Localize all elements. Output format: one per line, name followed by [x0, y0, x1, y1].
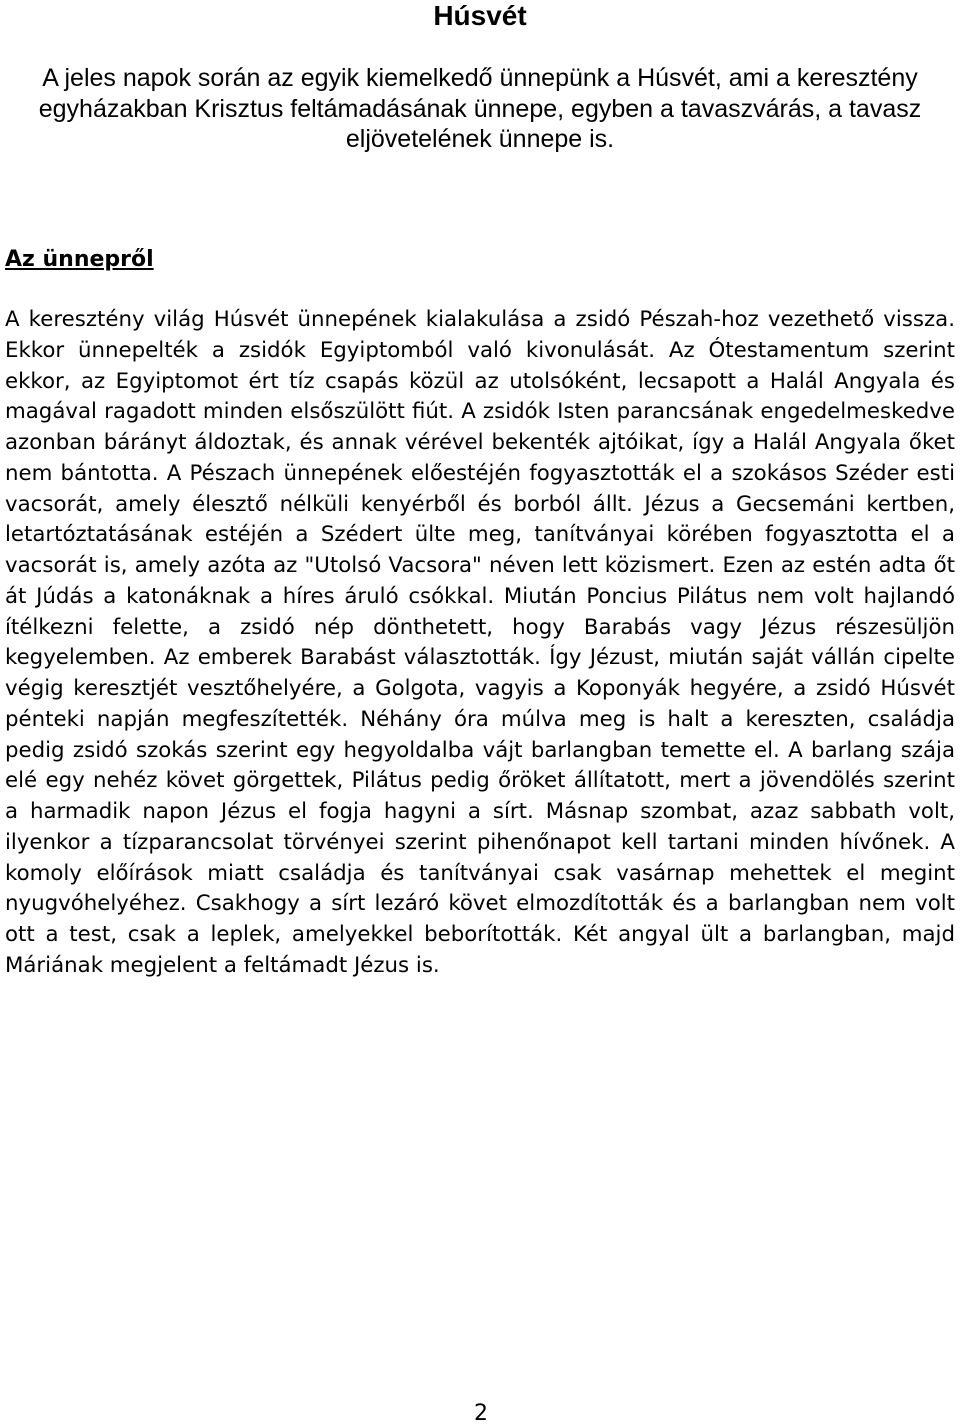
page-title: Húsvét [433, 0, 527, 31]
section-heading: Az ünnepről [5, 247, 154, 272]
body-paragraph: A keresztény világ Húsvét ünnepének kialakulása a zsidó Pészah-hoz vezethető vissza. Ekkor ünnepelték a zsidók Egyiptomból való kivonulását. Az Ótestamentum szerint ekkor, az Egyiptomot ért tíz csapás közül az utolsóként, lecsapott a Halál Angyala és magával ragadott minden elsőszülött fiút. A zsidók Isten parancsának engedelmeskedve azonban bárányt áldoztak, és annak vérével bekenték ajtóikat, így a Halál Angyala őket nem bántotta. A Pészach ünnepének előestéjén fogyasztották el a szokásos Széder esti vacsorát, amely élesztő nélküli kenyérből és borból állt. Jézus a Gecsemáni kertben, letartóztatásának estéjén a Szédert ülte meg, tanítványai körében fogyasztotta el a vacsorát is, amely azóta az "Utolsó Vacsora" néven lett közismert. Ezen az estén adta őt át Júdás a katonáknak a híres áruló csókkal. Miután Poncius Pilátus nem volt hajlandó ítélkezni felette, a zsidó nép dönthetett, hogy Barabás vagy Jézus részesüljön kegyelemben. Az emberek Barabást választották. Így Jézust, miután saját vállán cipelte végig keresztjét vesztőhelyére, a Golgota, vagyis a Koponyák hegyére, a zsidó Húsvét pénteki napján megfeszítették. Néhány óra múlva meg is halt a kereszten, családja pedig zsidó szokás szerint egy hegyoldalba vájt barlangban temette el. A barlang szája elé egy nehéz követ görgettek, Pilátus pedig őröket állítatott, mert a jövendölés szerint a harmadik napon Jézus el fogja hagyni a sírt. Másnap szombat, azaz sabbath volt, ilyenkor a tízparancsolat törvényei szerint pihenőnapot kell tartani minden hívőnek. A komoly előírások miatt családja és tanítványai csak vasárnap mehettek el megint nyugvóhelyéhez. Csakhogy a sírt lezáró követ elmozdították és a barlangban nem volt ott a test, csak a leplek, amelyekkel beborították. Két angyal ült a barlangban, majd Máriának megjelent a feltámadt Jézus is. [5, 307, 955, 978]
page-number: 2 [474, 1401, 488, 1426]
intro-paragraph: A jeles napok során az egyik kiemelkedő ünnepünk a Húsvét, ami a keresztény egyházakban Krisztus feltámadásának ünnepe, egyben a tavaszvárás, a tavasz eljövetelének ünnepe is. [38, 64, 922, 153]
